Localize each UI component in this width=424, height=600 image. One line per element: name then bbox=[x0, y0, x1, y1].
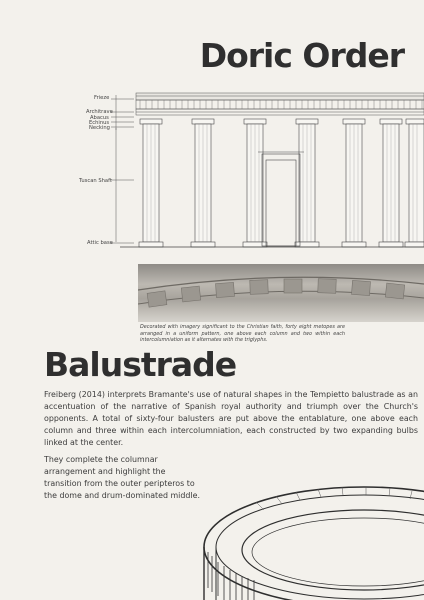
doric-order-title: Doric Order bbox=[199, 36, 404, 75]
metope-caption: Decorated with imagery significant to the Christian faith, forty eight metopes are arranged in a uniform pattern, one above each column and two within each intercolumniation as it alternates with the triglyphs. bbox=[140, 324, 345, 344]
balustrade-paragraph-1: Freiberg (2014) interprets Bramante's use of natural shapes in the Tempietto balustrade as an accentuation of the narrative of Spanish royal authority and triumph over the Church's opponents. A total of sixty-four balusters are put above the entablature, one above each column and three within each intercolumniation, each constructed by two expanding bulbs linked at the center. bbox=[44, 390, 418, 448]
drum-balustrade-drawing bbox=[196, 452, 424, 600]
label-echinus: Echinus bbox=[89, 120, 110, 126]
label-frieze: Frieze bbox=[94, 95, 110, 101]
label-necking: Necking bbox=[89, 125, 110, 131]
label-tuscan-shaft: Tuscan Shaft bbox=[79, 178, 112, 184]
balustrade-title: Balustrade bbox=[44, 345, 237, 384]
balustrade-paragraph-2: They complete the columnar arrangement and highlight the transition from the outer peripteros to the dome and drum-dominated middle. bbox=[44, 455, 200, 501]
label-architrave: Architrave bbox=[86, 109, 113, 115]
metope-frieze-photo bbox=[138, 264, 424, 322]
label-attic-base: Attic base bbox=[87, 240, 113, 246]
label-abacus: Abacus bbox=[90, 115, 109, 121]
doric-elevation-drawing bbox=[0, 90, 424, 255]
